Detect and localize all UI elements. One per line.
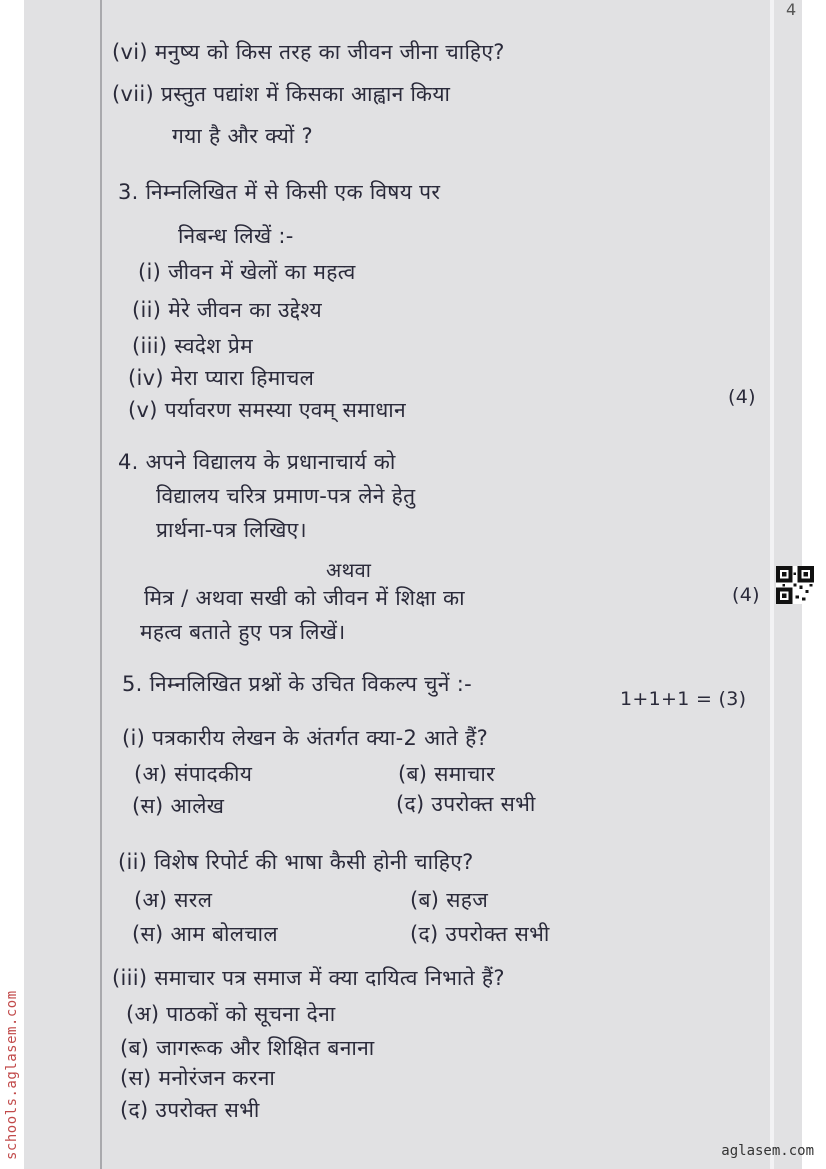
q5-iii-option-d: (द) उपरोक्त सभी [120, 1098, 260, 1122]
q3-option-i: (i) जीवन में खेलों का महत्व [138, 260, 356, 284]
q3-heading-line2: निबन्ध लिखें :- [178, 224, 294, 248]
q5-ii-question: (ii) विशेष रिपोर्ट की भाषा कैसी होनी चाहिए? [118, 850, 474, 874]
q2-sub-vi: (vi) मनुष्य को किस तरह का जीवन जीना चाहिए? [112, 40, 505, 64]
q3-marks: (4) [728, 386, 756, 408]
q5-marks: 1+1+1 = (3) [620, 688, 747, 710]
q4-marks: (4) [732, 584, 760, 606]
page-number: 4 [786, 0, 797, 19]
q5-i-question: (i) पत्रकारीय लेखन के अंतर्गत क्या-2 आते हैं? [122, 726, 489, 750]
q5-heading: 5. निम्नलिखित प्रश्नों के उचित विकल्प चुनें :- [122, 672, 472, 696]
q3-option-iii: (iii) स्वदेश प्रेम [132, 334, 253, 358]
q4-or: अथवा [326, 558, 372, 582]
qr-code-icon[interactable] [776, 566, 814, 604]
q5-ii-option-a: (अ) सरल [134, 888, 213, 912]
footer-watermark: aglasem.com [721, 1143, 814, 1159]
q5-iii-option-c: (स) मनोरंजन करना [120, 1066, 276, 1090]
page-edge [770, 0, 774, 1169]
q4-line2: विद्यालय चरित्र प्रमाण-पत्र लेने हेतु [156, 484, 416, 508]
q5-ii-option-d: (द) उपरोक्त सभी [410, 922, 550, 946]
q5-i-option-d: (द) उपरोक्त सभी [396, 792, 536, 816]
q5-iii-question: (iii) समाचार पत्र समाज में क्या दायित्व निभाते हैं? [112, 966, 505, 990]
q5-i-option-a: (अ) संपादकीय [134, 762, 253, 786]
q2-sub-vii-line2: गया है और क्यों ? [172, 124, 313, 148]
q3-option-iv: (iv) मेरा प्यारा हिमाचल [128, 366, 315, 390]
q5-ii-option-b: (ब) सहज [410, 888, 489, 912]
side-watermark: schools.aglasem.com [4, 990, 20, 1160]
q5-ii-option-c: (स) आम बोलचाल [132, 922, 278, 946]
q4-alt-line2: महत्व बताते हुए पत्र लिखें। [140, 620, 346, 644]
q4-line3: प्रार्थना-पत्र लिखिए। [156, 518, 307, 542]
q4-line1: 4. अपने विद्यालय के प्रधानाचार्य को [118, 450, 396, 474]
q3-option-v: (v) पर्यावरण समस्या एवम् समाधान [128, 398, 406, 422]
q5-i-option-b: (ब) समाचार [398, 762, 496, 786]
margin-line [100, 0, 102, 1169]
q5-iii-option-b: (ब) जागरूक और शिक्षित बनाना [120, 1036, 375, 1060]
q5-i-option-c: (स) आलेख [132, 794, 225, 818]
q5-iii-option-a: (अ) पाठकों को सूचना देना [126, 1002, 336, 1026]
q2-sub-vii-line1: (vii) प्रस्तुत पद्यांश में किसका आह्वान किया [112, 82, 451, 106]
q4-alt-line1: मित्र / अथवा सखी को जीवन में शिक्षा का [144, 586, 465, 610]
q3-heading-line1: 3. निम्नलिखित में से किसी एक विषय पर [118, 180, 441, 204]
q3-option-ii: (ii) मेरे जीवन का उद्देश्य [132, 298, 322, 322]
